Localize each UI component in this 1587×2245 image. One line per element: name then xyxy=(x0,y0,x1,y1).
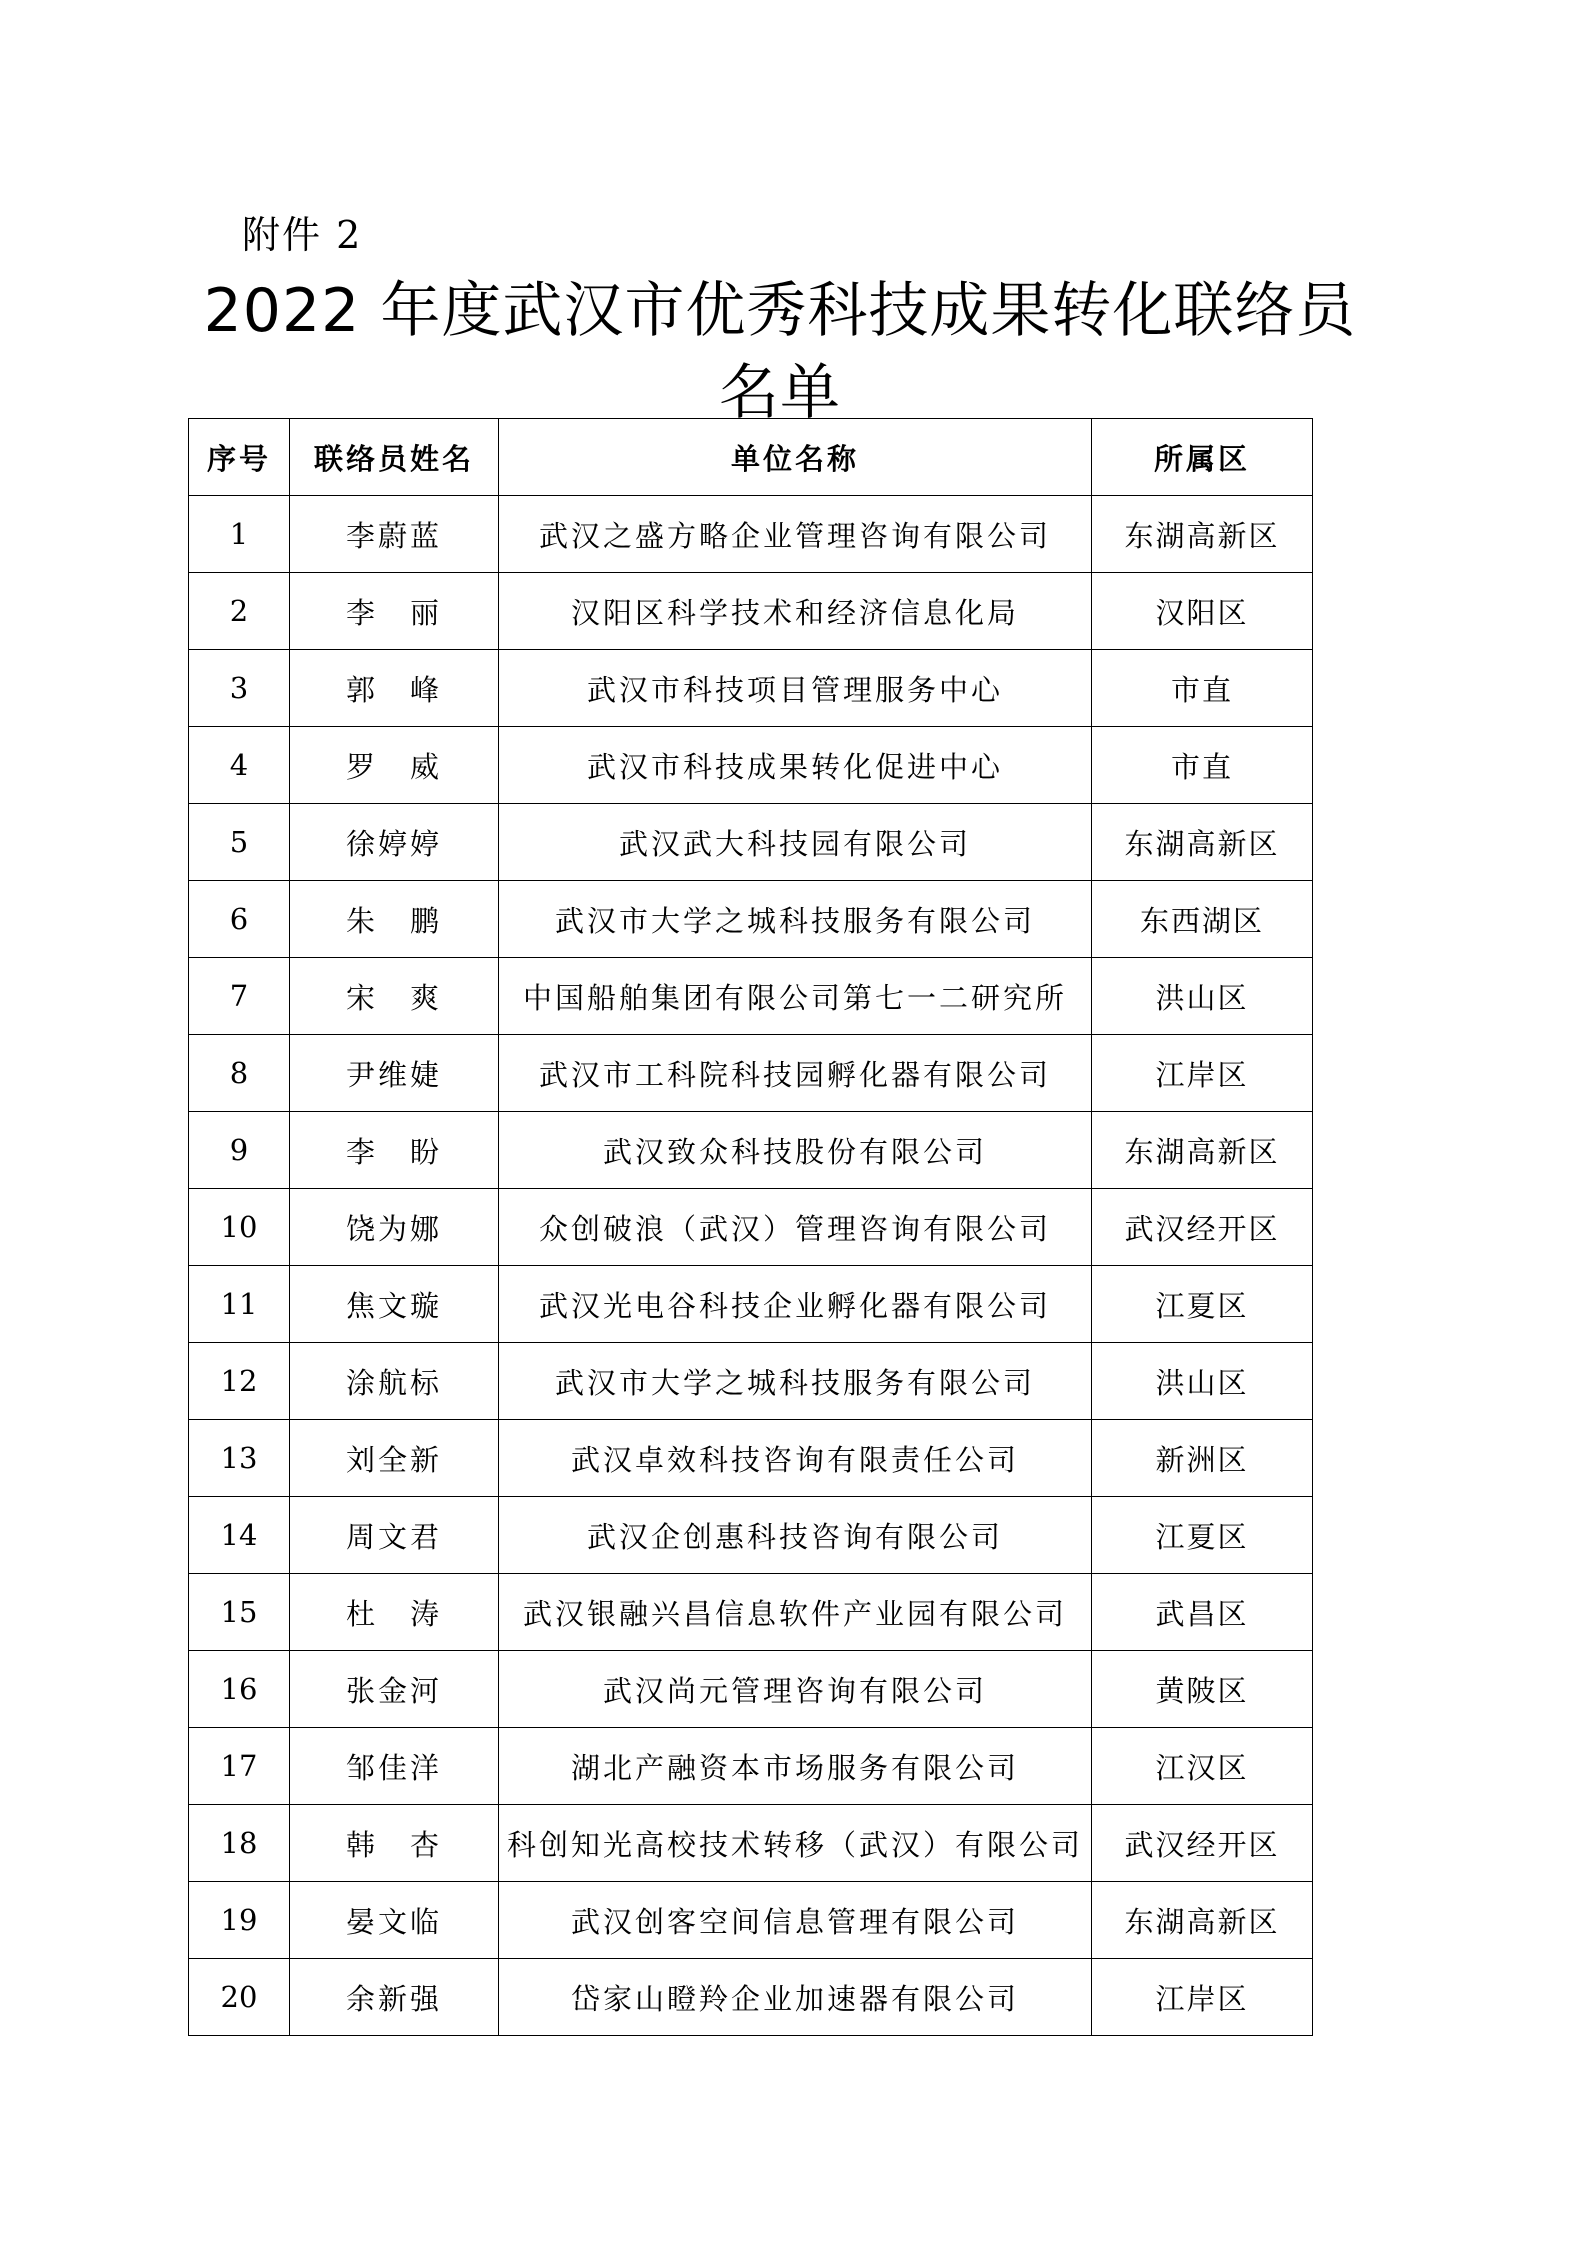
cell-serial-number: 18 xyxy=(189,1805,290,1882)
cell-serial-number: 13 xyxy=(189,1420,290,1497)
cell-district: 东湖高新区 xyxy=(1092,804,1313,881)
cell-liaison-name: 徐婷婷 xyxy=(290,804,499,881)
title-line-2: 名单 xyxy=(719,358,841,428)
table-row xyxy=(189,804,1313,881)
cell-district: 江岸区 xyxy=(1092,1035,1313,1112)
cell-organization: 武汉市科技成果转化促进中心 xyxy=(499,727,1092,804)
table-body xyxy=(189,496,1313,2036)
table-header-row xyxy=(189,419,1313,496)
cell-district: 汉阳区 xyxy=(1092,573,1313,650)
cell-liaison-name: 周文君 xyxy=(290,1497,499,1574)
cell-organization: 武汉创客空间信息管理有限公司 xyxy=(499,1882,1092,1959)
cell-liaison-name: 罗 威 xyxy=(290,727,499,804)
table-row xyxy=(189,1651,1313,1728)
cell-serial-number: 14 xyxy=(189,1497,290,1574)
cell-district: 江夏区 xyxy=(1092,1266,1313,1343)
cell-district: 武汉经开区 xyxy=(1092,1805,1313,1882)
document-title xyxy=(180,270,1380,434)
table-row xyxy=(189,1189,1313,1266)
header-organization: 单位名称 xyxy=(499,419,1092,496)
cell-serial-number: 11 xyxy=(189,1266,290,1343)
cell-liaison-name: 晏文临 xyxy=(290,1882,499,1959)
cell-district: 江岸区 xyxy=(1092,1959,1313,2036)
table-row xyxy=(189,1112,1313,1189)
cell-district: 武昌区 xyxy=(1092,1574,1313,1651)
cell-organization: 武汉致众科技股份有限公司 xyxy=(499,1112,1092,1189)
cell-liaison-name: 涂航标 xyxy=(290,1343,499,1420)
table-row xyxy=(189,1574,1313,1651)
cell-organization: 武汉银融兴昌信息软件产业园有限公司 xyxy=(499,1574,1092,1651)
cell-liaison-name: 余新强 xyxy=(290,1959,499,2036)
table-row xyxy=(189,1035,1313,1112)
cell-serial-number: 19 xyxy=(189,1882,290,1959)
cell-liaison-name: 李 丽 xyxy=(290,573,499,650)
cell-liaison-name: 邹佳洋 xyxy=(290,1728,499,1805)
table-row xyxy=(189,496,1313,573)
table-row xyxy=(189,650,1313,727)
cell-district: 东湖高新区 xyxy=(1092,496,1313,573)
table-row xyxy=(189,573,1313,650)
cell-organization: 武汉市工科院科技园孵化器有限公司 xyxy=(499,1035,1092,1112)
cell-serial-number: 5 xyxy=(189,804,290,881)
cell-organization: 中国船舶集团有限公司第七一二研究所 xyxy=(499,958,1092,1035)
cell-district: 洪山区 xyxy=(1092,958,1313,1035)
cell-district: 市直 xyxy=(1092,650,1313,727)
cell-liaison-name: 刘全新 xyxy=(290,1420,499,1497)
header-liaison-name: 联络员姓名 xyxy=(290,419,499,496)
cell-serial-number: 10 xyxy=(189,1189,290,1266)
cell-liaison-name: 尹维婕 xyxy=(290,1035,499,1112)
cell-liaison-name: 韩 杏 xyxy=(290,1805,499,1882)
cell-serial-number: 1 xyxy=(189,496,290,573)
cell-liaison-name: 郭 峰 xyxy=(290,650,499,727)
cell-serial-number: 9 xyxy=(189,1112,290,1189)
cell-district: 新洲区 xyxy=(1092,1420,1313,1497)
table-row xyxy=(189,1728,1313,1805)
table-row xyxy=(189,1266,1313,1343)
cell-organization: 汉阳区科学技术和经济信息化局 xyxy=(499,573,1092,650)
table-row xyxy=(189,1497,1313,1574)
cell-district: 东湖高新区 xyxy=(1092,1112,1313,1189)
cell-serial-number: 15 xyxy=(189,1574,290,1651)
cell-serial-number: 12 xyxy=(189,1343,290,1420)
cell-liaison-name: 饶为娜 xyxy=(290,1189,499,1266)
cell-organization: 武汉光电谷科技企业孵化器有限公司 xyxy=(499,1266,1092,1343)
attachment-label: 附件 2 xyxy=(242,213,363,257)
cell-liaison-name: 朱 鹏 xyxy=(290,881,499,958)
liaison-table xyxy=(188,418,1313,2036)
cell-serial-number: 2 xyxy=(189,573,290,650)
cell-liaison-name: 宋 爽 xyxy=(290,958,499,1035)
cell-organization: 武汉卓效科技咨询有限责任公司 xyxy=(499,1420,1092,1497)
cell-serial-number: 4 xyxy=(189,727,290,804)
table-row xyxy=(189,1805,1313,1882)
table-row xyxy=(189,1343,1313,1420)
cell-serial-number: 8 xyxy=(189,1035,290,1112)
cell-organization: 武汉企创惠科技咨询有限公司 xyxy=(499,1497,1092,1574)
cell-organization: 湖北产融资本市场服务有限公司 xyxy=(499,1728,1092,1805)
cell-district: 武汉经开区 xyxy=(1092,1189,1313,1266)
cell-organization: 众创破浪（武汉）管理咨询有限公司 xyxy=(499,1189,1092,1266)
cell-organization: 武汉市大学之城科技服务有限公司 xyxy=(499,1343,1092,1420)
cell-serial-number: 17 xyxy=(189,1728,290,1805)
cell-organization: 武汉武大科技园有限公司 xyxy=(499,804,1092,881)
cell-district: 东湖高新区 xyxy=(1092,1882,1313,1959)
table-row xyxy=(189,881,1313,958)
cell-serial-number: 16 xyxy=(189,1651,290,1728)
cell-organization: 岱家山瞪羚企业加速器有限公司 xyxy=(499,1959,1092,2036)
table-row xyxy=(189,1420,1313,1497)
header-serial-number: 序号 xyxy=(189,419,290,496)
cell-liaison-name: 焦文璇 xyxy=(290,1266,499,1343)
cell-organization: 武汉尚元管理咨询有限公司 xyxy=(499,1651,1092,1728)
cell-organization: 武汉市大学之城科技服务有限公司 xyxy=(499,881,1092,958)
cell-organization: 武汉之盛方略企业管理咨询有限公司 xyxy=(499,496,1092,573)
cell-liaison-name: 李 盼 xyxy=(290,1112,499,1189)
cell-serial-number: 20 xyxy=(189,1959,290,2036)
title-line-1: 2022 年度武汉市优秀科技成果转化联络员 xyxy=(203,276,1357,346)
table-row xyxy=(189,1959,1313,2036)
cell-organization: 武汉市科技项目管理服务中心 xyxy=(499,650,1092,727)
table-row xyxy=(189,958,1313,1035)
cell-district: 洪山区 xyxy=(1092,1343,1313,1420)
cell-district: 东西湖区 xyxy=(1092,881,1313,958)
cell-liaison-name: 张金河 xyxy=(290,1651,499,1728)
cell-district: 市直 xyxy=(1092,727,1313,804)
table-row xyxy=(189,1882,1313,1959)
cell-serial-number: 6 xyxy=(189,881,290,958)
cell-liaison-name: 李蔚蓝 xyxy=(290,496,499,573)
table-row xyxy=(189,727,1313,804)
header-district: 所属区 xyxy=(1092,419,1313,496)
cell-organization: 科创知光高校技术转移（武汉）有限公司 xyxy=(499,1805,1092,1882)
cell-liaison-name: 杜 涛 xyxy=(290,1574,499,1651)
cell-serial-number: 3 xyxy=(189,650,290,727)
cell-district: 江夏区 xyxy=(1092,1497,1313,1574)
cell-serial-number: 7 xyxy=(189,958,290,1035)
cell-district: 江汉区 xyxy=(1092,1728,1313,1805)
cell-district: 黄陂区 xyxy=(1092,1651,1313,1728)
